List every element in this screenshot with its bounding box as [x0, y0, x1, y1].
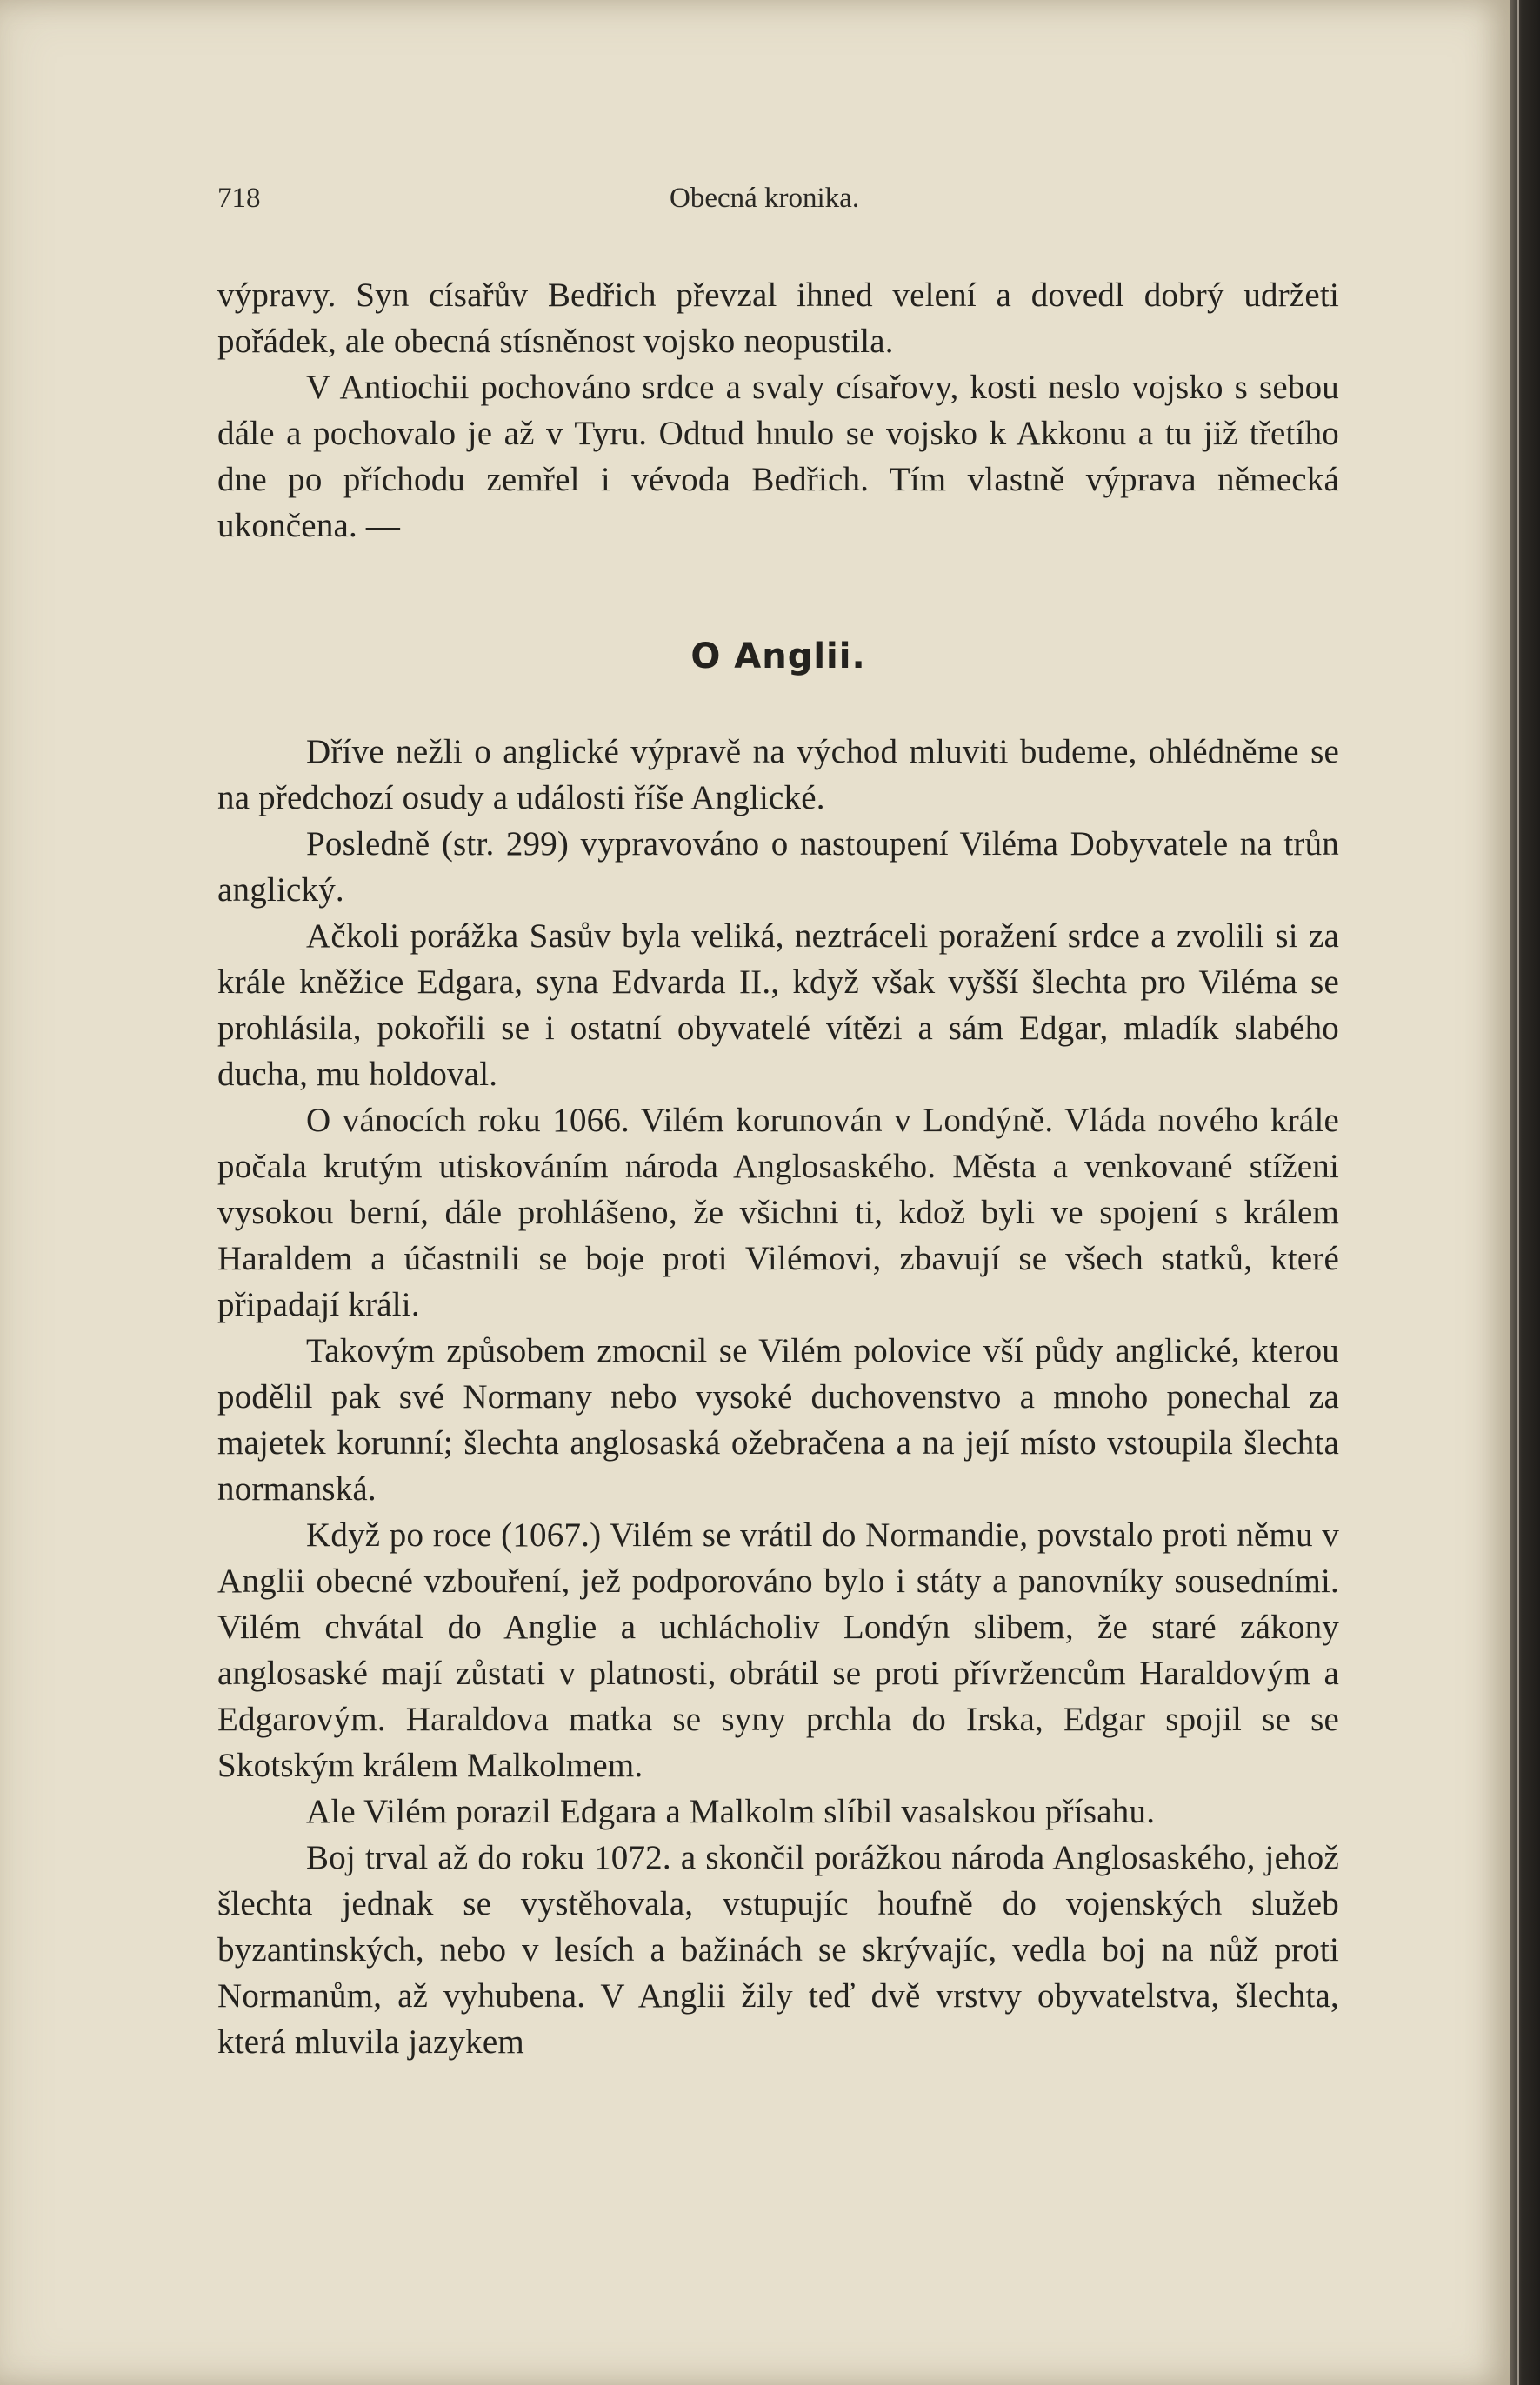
- paragraph: V Antiochii pochováno srdce a svaly císařovy, kosti neslo vojsko s sebou dále a pochovalo je až v Tyru. Odtud hnulo se vojsko k Akkonu a tu již třetího dne po příchodu zemřel i vévoda Bedřich. Tím vlastně výprava německá ukončena. —: [217, 369, 1339, 544]
- running-title: Obecná kronika.: [670, 183, 860, 214]
- paragraph: Když po roce (1067.) Vilém se vrátil do Normandie, povstalo proti němu v Anglii obecné vzbouření, jež podporováno bylo i státy a panovníky sousedními. Vilém chvátal do Anglie a uchlácholiv Londýn slibem, že staré zákony anglosaské mají zůstati v platnosti, obrátil se proti přívržencům Haraldovým a Edgarovým. Haraldova matka se syny prchla do Irska, Edgar spojil se se Skotským králem Malkolmem.: [217, 1516, 1339, 1784]
- book-edge: [1510, 0, 1540, 2385]
- paragraph: Posledně (str. 299) vypravováno o nastoupení Viléma Dobyvatele na trůn anglický.: [217, 825, 1339, 909]
- paragraph: O vánocích roku 1066. Vilém korunován v Londýně. Vláda nového krále počala krutým utiskováním národa Anglosaského. Města a venkované stíženi vysokou berní, dále prohlášeno, že všichni ti, kdož byli ve spojení s králem Haraldem a účastnili se boje proti Vilémovi, zbavují se všech statků, které připadají králi.: [217, 1102, 1339, 1323]
- page-edge-line: [1517, 0, 1519, 2385]
- body-text: [217, 272, 1339, 2065]
- paragraph: Takovým způsobem zmocnil se Vilém polovice vší půdy anglické, kterou podělil pak své Normany nebo vysoké duchovenstvo a mnoho ponechal za majetek korunní; šlechta anglosaská ožebračena a na její místo vstoupila šlechta normanská.: [217, 1332, 1339, 1508]
- page-number: 718: [217, 183, 261, 214]
- section-heading: O Anglii.: [690, 636, 866, 676]
- paragraph: výpravy. Syn císařův Bedřich převzal ihned velení a dovedl dobrý udržeti pořádek, ale obecná stísněnost vojsko neopustila.: [217, 276, 1339, 360]
- page-header: [217, 183, 1339, 221]
- paragraph: Ale Vilém porazil Edgara a Malkolm slíbil vasalskou přísahu.: [306, 1793, 1156, 1830]
- paragraph: Ačkoli porážka Sasův byla veliká, neztráceli poražení srdce a zvolili si za krále kněžice Edgara, syna Edvarda II., když však vyšší šlechta pro Viléma se prohlásila, pokořili se i ostatní obyvatelé vítězi a sám Edgar, mladík slabého ducha, mu holdoval.: [217, 917, 1339, 1093]
- paragraph: Boj trval až do roku 1072. a skončil porážkou národa Anglosaského, jehož šlechta jednak se vystěhovala, vstupujíc houfně do vojenských služeb byzantinských, nebo v lesích a bažinách se skrývajíc, vedla boj na nůž proti Normanům, až vyhubena. V Anglii žily teď dvě vrstvy obyvatelstva, šlechta, která mluvila jazykem: [217, 1839, 1339, 2061]
- paragraph: Dříve nežli o anglické výpravě na východ mluviti budeme, ohlédněme se na předchozí osudy a události říše Anglické.: [217, 733, 1339, 816]
